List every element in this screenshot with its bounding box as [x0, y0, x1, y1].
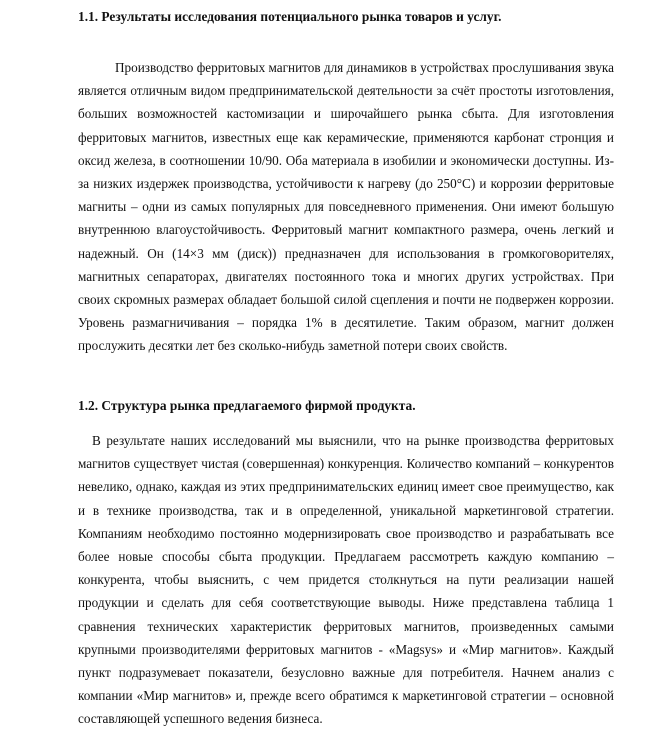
- section-heading-1-1: 1.1. Результаты исследования потенциального рынка товаров и услуг.: [78, 9, 502, 24]
- section-paragraph-1-2: В результате наших исследований мы выяснили, что на рынке производства ферритовых магнитов существует чистая (совершенная) конкуренция. Количество компаний – конкурентов невелико, однако, каждая из этих предпринимательских единиц имеет свое преимущество, как и в технике производства, так и в определенной, уникальной маркетинговой стратегии. Компаниям необходимо постоянно модернизировать свое производство и разрабатывать все более новые способы сбыта продукции. Предлагаем рассмотреть каждую компанию – конкурента, чтобы выяснить, с чем придется столкнуться на пути реализации нашей продукции и сделать для себя соответствующие выводы. Ниже представлена таблица 1 сравнения технических характеристик ферритовых магнитов, произведенных самыми крупными производителями ферритовых магнитов - «Magsys» и «Мир магнитов». Каждый пункт подразумевает показатели, безусловно важные для потребителя. Начнем анализ с компании «Мир магнитов» и, прежде всего обратимся к маркетинговой стратегии – основной составляющей успешного ведения бизнеса.: [78, 433, 614, 727]
- section-heading-1-2: 1.2. Структура рынка предлагаемого фирмой продукта.: [78, 398, 416, 413]
- section-paragraph-1-1: Производство ферритовых магнитов для динамиков в устройствах прослушивания звука является отличным видом предпринимательской деятельности за счёт простоты изготовления, больших возможностей кастомизации и широчайшего рынка сбыта. Для изготовления ферритовых магнитов, известных еще как керамические, применяются карбонат стронция и оксид железа, в соотношении 10/90. Оба материала в изобилии и экономически доступны. Из-за низких издержек производства, устойчивости к нагреву (до 250°С) и коррозии ферритовые магниты – одни из самых популярных для повседневного применения. Они имеют большую внутреннюю влагоустойчивость. Ферритовый магнит компактного размера, очень легкий и надежный. Он (14×3 мм (диск)) предназначен для использования в громкоговорителях, магнитных сепараторах, двигателях постоянного тока и многих других устройствах. При своих скромных размерах обладает большой силой сцепления и почти не подвержен коррозии. Уровень размагничивания – порядка 1% в десятилетие. Таким образом, магнит должен прослужить десятки лет без сколько-нибудь заметной потери своих свойств.: [78, 60, 614, 354]
